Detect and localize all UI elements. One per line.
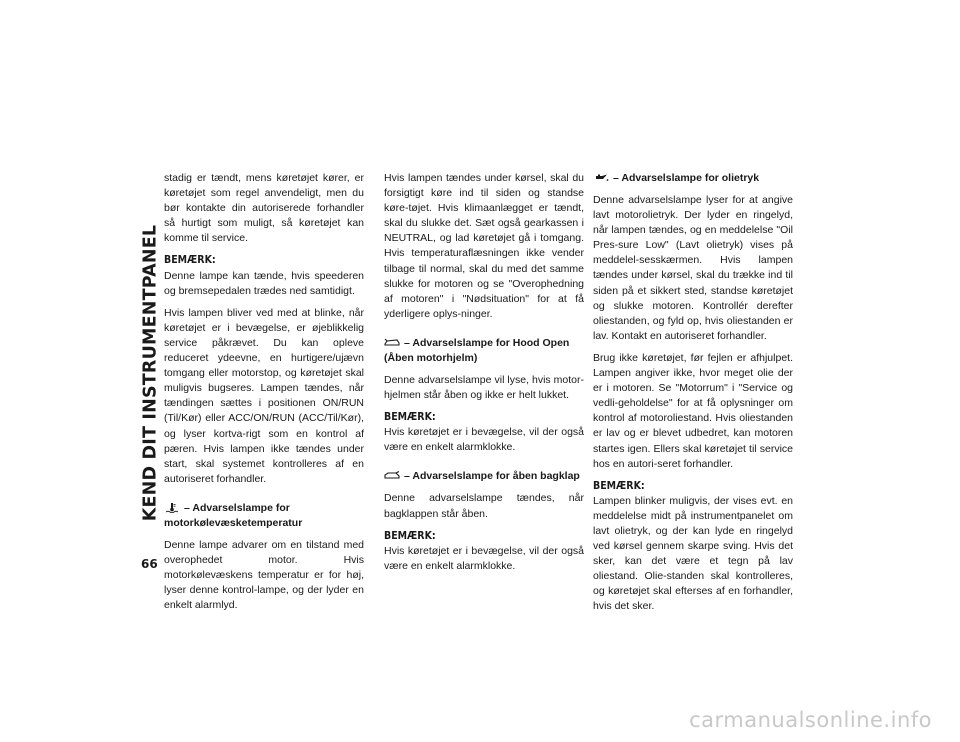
paragraph: Denne advarselslampe tændes, når bagklappen står åben. — [384, 492, 584, 520]
paragraph: Brug ikke køretøjet, før fejlen er afhjulpet. Lampen angiver ikke, hvor meget olie der er i motoren. Se "Motorrum" i "Service og vedli-geholdelse" for at få oplysninger om kontrol af motoroliestand. Hvis oliestanden er lav og er blevet udbedret, kan motoren startes igen. Ellers skal køretøjet til service hos en autori-seret forhandler. — [593, 351, 793, 470]
paragraph: Denne lampe advarer om en tilstand med overophedet motor. Hvis motorkølevæskens temperatur er for høj, lyser denne kontrol-lampe, og der lyder en enkelt alarmlyd. — [164, 538, 364, 612]
section-title-text: KEND DIT INSTRUMENTPANEL — [140, 224, 160, 521]
text-column-3 — [593, 171, 793, 622]
note-label: BEMÆRK: — [164, 254, 216, 267]
note-label: BEMÆRK: — [384, 411, 436, 424]
note-text: Lampen blinker muligvis, der vises evt. en meddelelse midt på instrumentpanelet om lavt olietryk, og der kan lyde en ringelyd ved kørsel gennem skarpe sving. Hvis det sker, kan det være et tegn på lav oliestand. Olie-standen skal kontrolleres, og køretøjet skal efterses af en forhandler, hvis det sker. — [593, 494, 793, 613]
heading-coolant-temperature — [164, 501, 364, 531]
oil-can-icon — [593, 173, 609, 182]
heading-liftgate-open — [384, 469, 584, 484]
note-text: Hvis køretøjet er i bevægelse, vil der også være en enkelt alarmklokke. — [384, 426, 584, 454]
text-column-2 — [384, 171, 584, 581]
paragraph: Denne advarselslampe vil lyse, hvis motor-hjelmen står åben og ikke er helt lukket. — [384, 373, 584, 402]
heading-text: – Advarselslampe for åben bagklap — [404, 470, 580, 483]
watermark: carmanualsonline.info — [689, 708, 932, 732]
paragraph: Hvis lampen bliver ved med at blinke, når køretøjet er i bevægelse, er øjeblikkelig service påkrævet. Du kan opleve reduceret ydeevne, en hurtigere/ujævn tomgang eller motorstop, og køretøjet skal muligvis bugseres. Lampen tændes, når tændingen sættes i positionen ON/RUN (Til/Kør) eller ACC/ON/RUN (ACC/Til/Kør), og lyser kortva-rigt som en kontrol af pæren. Hvis lampen ikke tændes under start, skal systemet kontrolleres af en autoriseret forhandler. — [164, 306, 364, 485]
paragraph: Hvis lampen tændes under kørsel, skal du forsigtigt køre ind til siden og standse køre-tøjet. Hvis klimaanlægget er tændt, skal du slukke det. Sæt også gearkassen i NEUTRAL, og lad køretøjet gå i tomgang. Hvis temperaturaflæsningen ikke vender tilbage til normal, skal du med det samme slukke for motoren og se "Overophedning af motoren" i "Nødsituation" for at få yderligere oplys-ninger. — [384, 172, 584, 320]
paragraph: stadig er tændt, mens køretøjet kører, er køretøjet som regel anvendeligt, men du bør kontakte din autoriserede forhandler så hurtigt som muligt, så køretøjet kan komme til service. — [164, 172, 364, 245]
heading-text: – Advarselslampe for Hood Open (Åben motorhjelm) — [384, 336, 570, 364]
liftgate-open-icon — [384, 471, 400, 480]
note-text: Denne lampe kan tænde, hvis speederen og bremsepedalen trædes ned samtidigt. — [164, 269, 364, 297]
section-title-vertical — [138, 175, 162, 570]
heading-text: – Advarselslampe for motorkølevæsketemperatur — [164, 501, 303, 529]
coolant-temperature-icon — [164, 503, 180, 512]
note-label: BEMÆRK: — [384, 529, 436, 542]
paragraph: Denne advarselslampe lyser for at angive lavt motorolietryk. Der lyder en ringelyd, når lampen tændes, og en meddelelse "Oil Pres-sure Low" (Lavt olietryk) vises på meddelel-sesskærmen. Hvis lampen tændes under kørsel, skal du trække ind til siden på et sikkert sted, standse køretøjet og slukke motoren. Kontrollér derefter oliestanden, og fyld op, hvis oliestanden er lav. Kontakt en autoriseret forhandler. — [593, 194, 793, 342]
heading-hood-open — [384, 336, 584, 366]
heading-text: – Advarselslampe for olietryk — [613, 172, 760, 184]
page-number: 66 — [141, 557, 158, 571]
note-label: BEMÆRK: — [593, 479, 645, 492]
footer — [0, 706, 960, 742]
heading-oil-pressure — [593, 171, 793, 186]
note-text: Hvis køretøjet er i bevægelse, vil der også være en enkelt alarmklokke. — [384, 544, 584, 572]
text-column-1 — [164, 171, 364, 620]
hood-open-icon — [384, 338, 400, 347]
